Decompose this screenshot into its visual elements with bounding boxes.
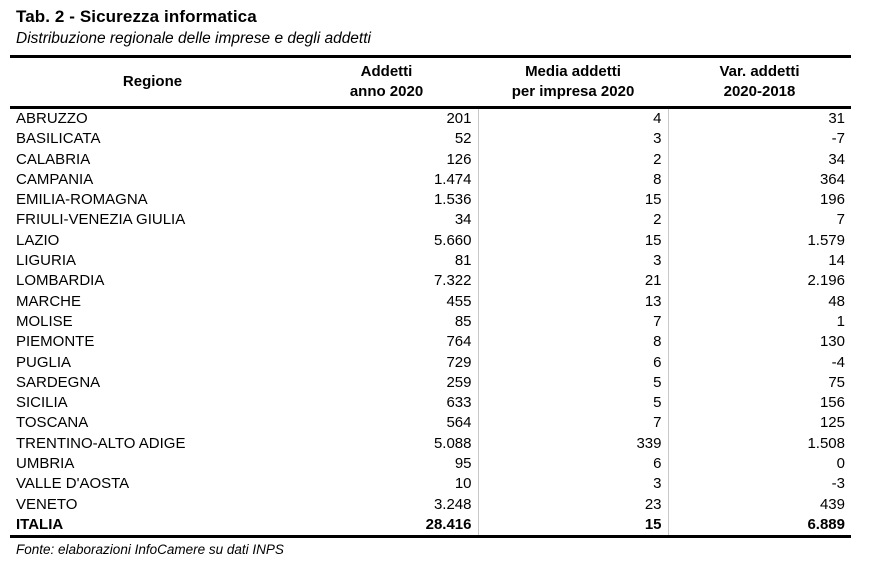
addetti-cell: 126 [446,150,472,168]
var-cell: 364 [668,170,851,190]
addetti-cell: 1.536 [433,191,472,209]
table-body [10,108,851,515]
table-row [10,150,851,170]
table-header [10,57,851,108]
region-cell: LOMBARDIA [16,272,105,290]
header-line-2: anno 2020 [349,83,424,100]
region-cell: VALLE D'AOSTA [16,475,130,493]
var-cell: -4 [668,353,851,373]
table-row [10,312,851,332]
region-cell: SICILIA [16,394,68,412]
addetti-cell: 5.088 [433,434,472,452]
addetti-cell: 564 [446,414,472,432]
var-cell: 75 [668,373,851,393]
region-cell: CALABRIA [16,150,91,168]
table-row [10,251,851,271]
table-row [10,454,851,474]
var-cell: 34 [668,150,851,170]
table-row [10,271,851,291]
table-row [10,292,851,312]
header-line-2: 2020-2018 [723,83,796,100]
table-row [10,190,851,210]
var-cell: 48 [668,292,851,312]
media-cell: 15 [478,231,668,251]
region-cell: ABRUZZO [16,110,88,127]
var-cell: 156 [668,393,851,413]
media-cell: 15 [478,190,668,210]
table-row [10,495,851,515]
var-cell: 7 [668,210,851,230]
var-cell: 0 [668,454,851,474]
media-cell: 3 [478,474,668,494]
var-cell: 1 [668,312,851,332]
media-cell: 5 [478,393,668,413]
table-row [10,170,851,190]
total-media-cell: 15 [478,515,668,537]
header-row [10,57,851,108]
media-cell: 2 [478,150,668,170]
region-cell: LIGURIA [16,252,77,270]
region-cell: LAZIO [16,231,60,249]
source-note: Fonte: elaborazioni InfoCamere su dati INPS [16,542,284,558]
table-row [10,231,851,251]
media-cell: 7 [478,312,668,332]
addetti-cell: 85 [454,312,472,330]
var-cell: 2.196 [668,271,851,291]
header-line-2: per impresa 2020 [511,83,635,100]
addetti-cell: 201 [446,110,472,127]
table-row [10,210,851,230]
media-cell: 7 [478,413,668,433]
media-cell: 23 [478,495,668,515]
regional-distribution-table [10,55,851,538]
media-cell: 6 [478,353,668,373]
table-row [10,108,851,130]
addetti-cell: 10 [454,475,472,493]
region-cell: TOSCANA [16,414,89,432]
addetti-cell: 52 [454,130,472,148]
media-cell: 8 [478,170,668,190]
var-cell: 14 [668,251,851,271]
table-row [10,353,851,373]
media-cell: 5 [478,373,668,393]
media-cell: 13 [478,292,668,312]
var-cell: -7 [668,129,851,149]
header-line-1: Addetti [360,63,413,80]
total-addetti-cell: 28.416 [425,515,472,533]
addetti-cell: 455 [446,292,472,310]
region-cell: TRENTINO-ALTO ADIGE [16,434,186,452]
media-cell: 4 [478,108,668,130]
addetti-cell: 1.474 [433,170,472,188]
region-cell: MARCHE [16,292,82,310]
table-row [10,373,851,393]
var-cell: 196 [668,190,851,210]
column-header-media-addetti [478,57,668,108]
region-cell: UMBRIA [16,455,75,473]
addetti-cell: 5.660 [433,231,472,249]
region-cell: EMILIA-ROMAGNA [16,191,148,209]
var-cell: 439 [668,495,851,515]
table-row [10,434,851,454]
column-header-var-addetti [668,57,851,108]
media-cell: 339 [478,434,668,454]
var-cell: 31 [668,108,851,130]
addetti-cell: 259 [446,373,472,391]
var-cell: 1.579 [668,231,851,251]
column-header-addetti [295,57,478,108]
addetti-cell: 7.322 [433,272,472,290]
header-label: Regione [122,73,183,90]
var-cell: 130 [668,332,851,352]
column-header-regione [10,57,295,108]
total-region-cell: ITALIA [16,515,64,533]
header-line-1: Media addetti [525,63,621,80]
media-cell: 3 [478,129,668,149]
table-row [10,413,851,433]
var-cell: 125 [668,413,851,433]
region-cell: PUGLIA [16,353,72,371]
table-footer [10,515,851,537]
addetti-cell: 3.248 [433,495,472,513]
addetti-cell: 81 [454,252,472,270]
addetti-cell: 764 [446,333,472,351]
region-cell: PIEMONTE [16,333,95,351]
total-row-italia [10,515,851,537]
var-cell: -3 [668,474,851,494]
total-var-cell: 6.889 [668,515,851,537]
addetti-cell: 34 [454,211,472,229]
table-row [10,474,851,494]
table-row [10,332,851,352]
region-cell: BASILICATA [16,130,101,148]
media-cell: 2 [478,210,668,230]
table-subtitle: Distribuzione regionale delle imprese e degli addetti [16,30,371,47]
region-cell: VENETO [16,495,78,513]
header-line-1: Var. addetti [719,63,800,80]
region-cell: SARDEGNA [16,373,101,391]
region-cell: MOLISE [16,312,73,330]
addetti-cell: 95 [454,455,472,473]
var-cell: 1.508 [668,434,851,454]
table-row [10,393,851,413]
region-cell: CAMPANIA [16,170,94,188]
addetti-cell: 633 [446,394,472,412]
media-cell: 8 [478,332,668,352]
region-cell: FRIULI-VENEZIA GIULIA [16,211,186,229]
media-cell: 21 [478,271,668,291]
table-title: Tab. 2 - Sicurezza informatica [16,7,257,26]
media-cell: 3 [478,251,668,271]
addetti-cell: 729 [446,353,472,371]
media-cell: 6 [478,454,668,474]
table-row [10,129,851,149]
